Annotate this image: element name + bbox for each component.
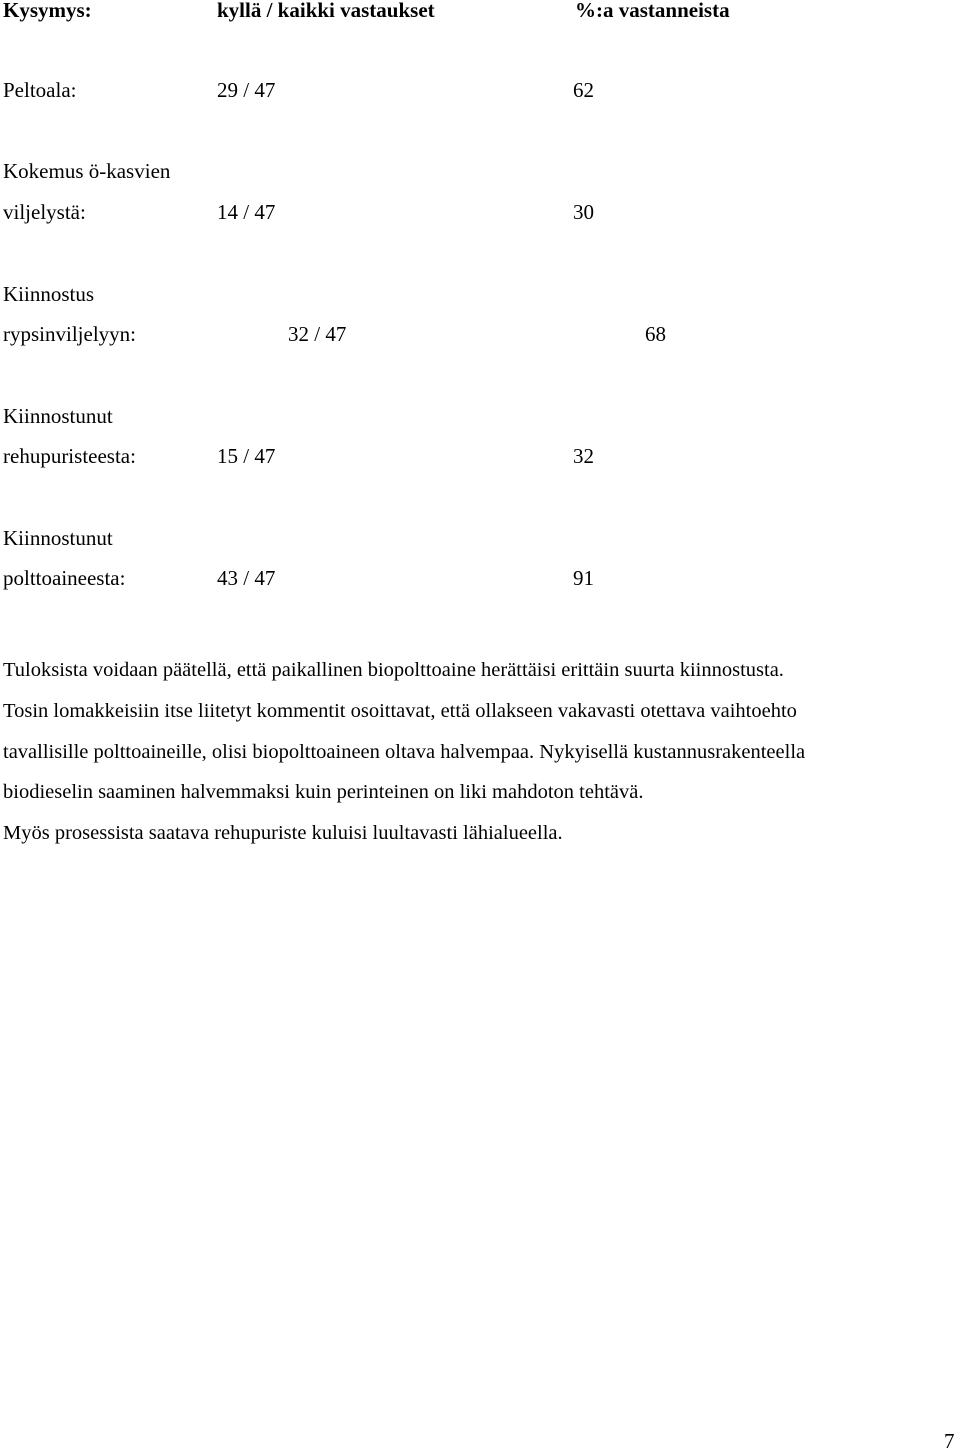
row-label: rypsinviljelyyn: (3, 322, 136, 346)
paragraph-line: Tosin lomakkeisiin itse liitetyt kommentit osoittavat, että ollakseen vakavasti otettava vaihtoehto (3, 699, 797, 722)
row-label: Peltoala: (3, 78, 77, 102)
row-answers: 32 / 47 (288, 322, 347, 346)
header-percent: %:a vastanneista (575, 0, 730, 22)
header-answers: kyllä / kaikki vastaukset (217, 0, 435, 22)
row-label: rehupuristeesta: (3, 444, 136, 468)
row-answers: 29 / 47 (217, 78, 276, 102)
paragraph-line: Myös prosessista saatava rehupuriste kuluisi luultavasti lähialueella. (3, 822, 563, 845)
row-percent: 68 (645, 322, 666, 346)
row-percent: 30 (573, 200, 594, 224)
row-label: polttoaineesta: (3, 566, 126, 590)
paragraph-line: Tuloksista voidaan päätellä, että paikallinen biopolttoaine herättäisi erittäin suurta kiinnostusta. (3, 659, 784, 681)
page-number: 7 (944, 1429, 955, 1453)
paragraph-line: tavallisille polttoaineille, olisi biopolttoaineen oltava halvempaa. Nykyisellä kustannusrakenteella (3, 740, 806, 763)
row-label: Kiinnostus (3, 282, 95, 306)
row-percent: 91 (573, 566, 594, 590)
row-answers: 14 / 47 (217, 200, 276, 224)
row-label: Kiinnostunut (3, 404, 113, 428)
row-percent: 32 (573, 444, 594, 468)
row-label: viljelystä: (3, 200, 86, 224)
row-label: Kiinnostunut (3, 526, 113, 550)
row-percent: 62 (573, 78, 594, 102)
paragraph-line: biodieselin saaminen halvemmaksi kuin perinteinen on liki mahdoton tehtävä. (3, 781, 644, 804)
row-label: Kokemus ö-kasvien (3, 159, 171, 183)
row-answers: 43 / 47 (217, 566, 276, 590)
row-answers: 15 / 47 (217, 444, 276, 468)
header-question: Kysymys: (3, 0, 92, 22)
body-paragraph (3, 650, 953, 854)
